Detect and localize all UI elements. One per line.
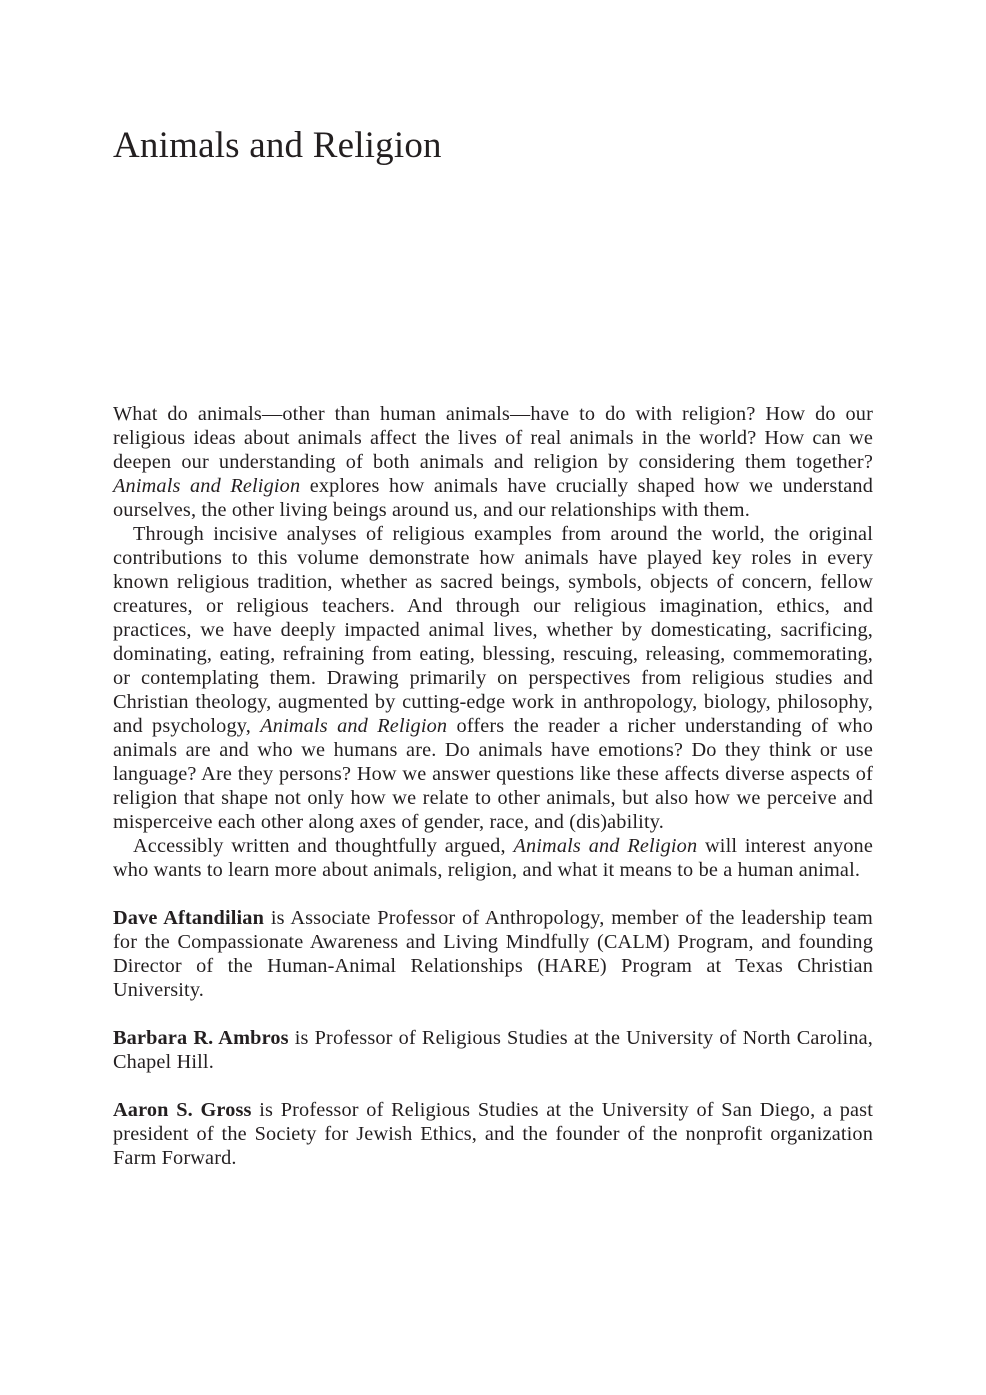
author-bio: [113, 1098, 873, 1170]
description-paragraph: [113, 402, 873, 522]
author-bio-text: is Associate Professor of Anthropology, member of the leadership team for the Compassionate Awareness and Living Mindfully (CALM) Program, and founding Director of the Human-Animal Relationships (HARE) Program at Texas Christian University.: [113, 907, 873, 1001]
author-bio-text: is Professor of Religious Studies at the University of North Carolina, Chapel Hill.: [113, 1027, 873, 1073]
text: Through incisive analyses of religious examples from around the world, the original contributions to this volume demonstrate how animals have played key roles in every known religious tradition, whether as sacred beings, symbols, objects of concern, fellow creatures, or religious teachers. And through our religious imagination, ethics, and practices, we have deeply impacted animal lives, whether by domesticating, sacrificing, dominating, eating, refraining from eating, blessing, rescuing, releasing, commemorating, or contemplating them. Drawing primarily on perspectives from religious studies and Christian theology, augmented by cutting-edge work in anthropology, biology, philosophy, and psychology,: [113, 523, 873, 737]
text: Accessibly written and thoughtfully argued,: [133, 835, 514, 857]
author-name: Dave Aftandilian: [113, 907, 265, 929]
text: What do animals—other than human animals—have to do with religion? How do our religious ideas about animals affect the lives of real animals in the world? How can we deepen our understanding of both animals and religion by considering them together?: [113, 403, 873, 473]
author-bio-text: is Professor of Religious Studies at the University of San Diego, a past president of the Society for Jewish Ethics, and the founder of the nonprofit organization Farm Forward.: [113, 1099, 873, 1169]
author-bio: [113, 906, 873, 1002]
text: offers the reader a richer understanding of who animals are and who we humans are. Do animals have emotions? Do they think or use language? Are they persons? How we answer questions like these affects diverse aspects of religion that shape not only how we relate to other animals, but also how we perceive and misperceive each other along axes of gender, race, and (dis)ability.: [113, 715, 874, 833]
book-title-italic: Animals and Religion: [113, 475, 301, 497]
page-title: Animals and Religion: [113, 125, 442, 166]
book-description: [113, 402, 873, 1170]
author-bio: [113, 1026, 873, 1074]
author-name: Aaron S. Gross: [113, 1099, 252, 1121]
description-paragraph: [113, 522, 873, 834]
book-title-italic: Animals and Religion: [260, 715, 448, 737]
book-title-italic: Animals and Religion: [513, 835, 698, 857]
text: will interest anyone who wants to learn more about animals, religion, and what it means to be a human animal.: [113, 835, 873, 881]
author-name: Barbara R. Ambros: [113, 1027, 289, 1049]
text: explores how animals have crucially shaped how we understand ourselves, the other living beings around us, and our relationships with them.: [113, 475, 873, 521]
description-paragraph: [113, 834, 873, 882]
